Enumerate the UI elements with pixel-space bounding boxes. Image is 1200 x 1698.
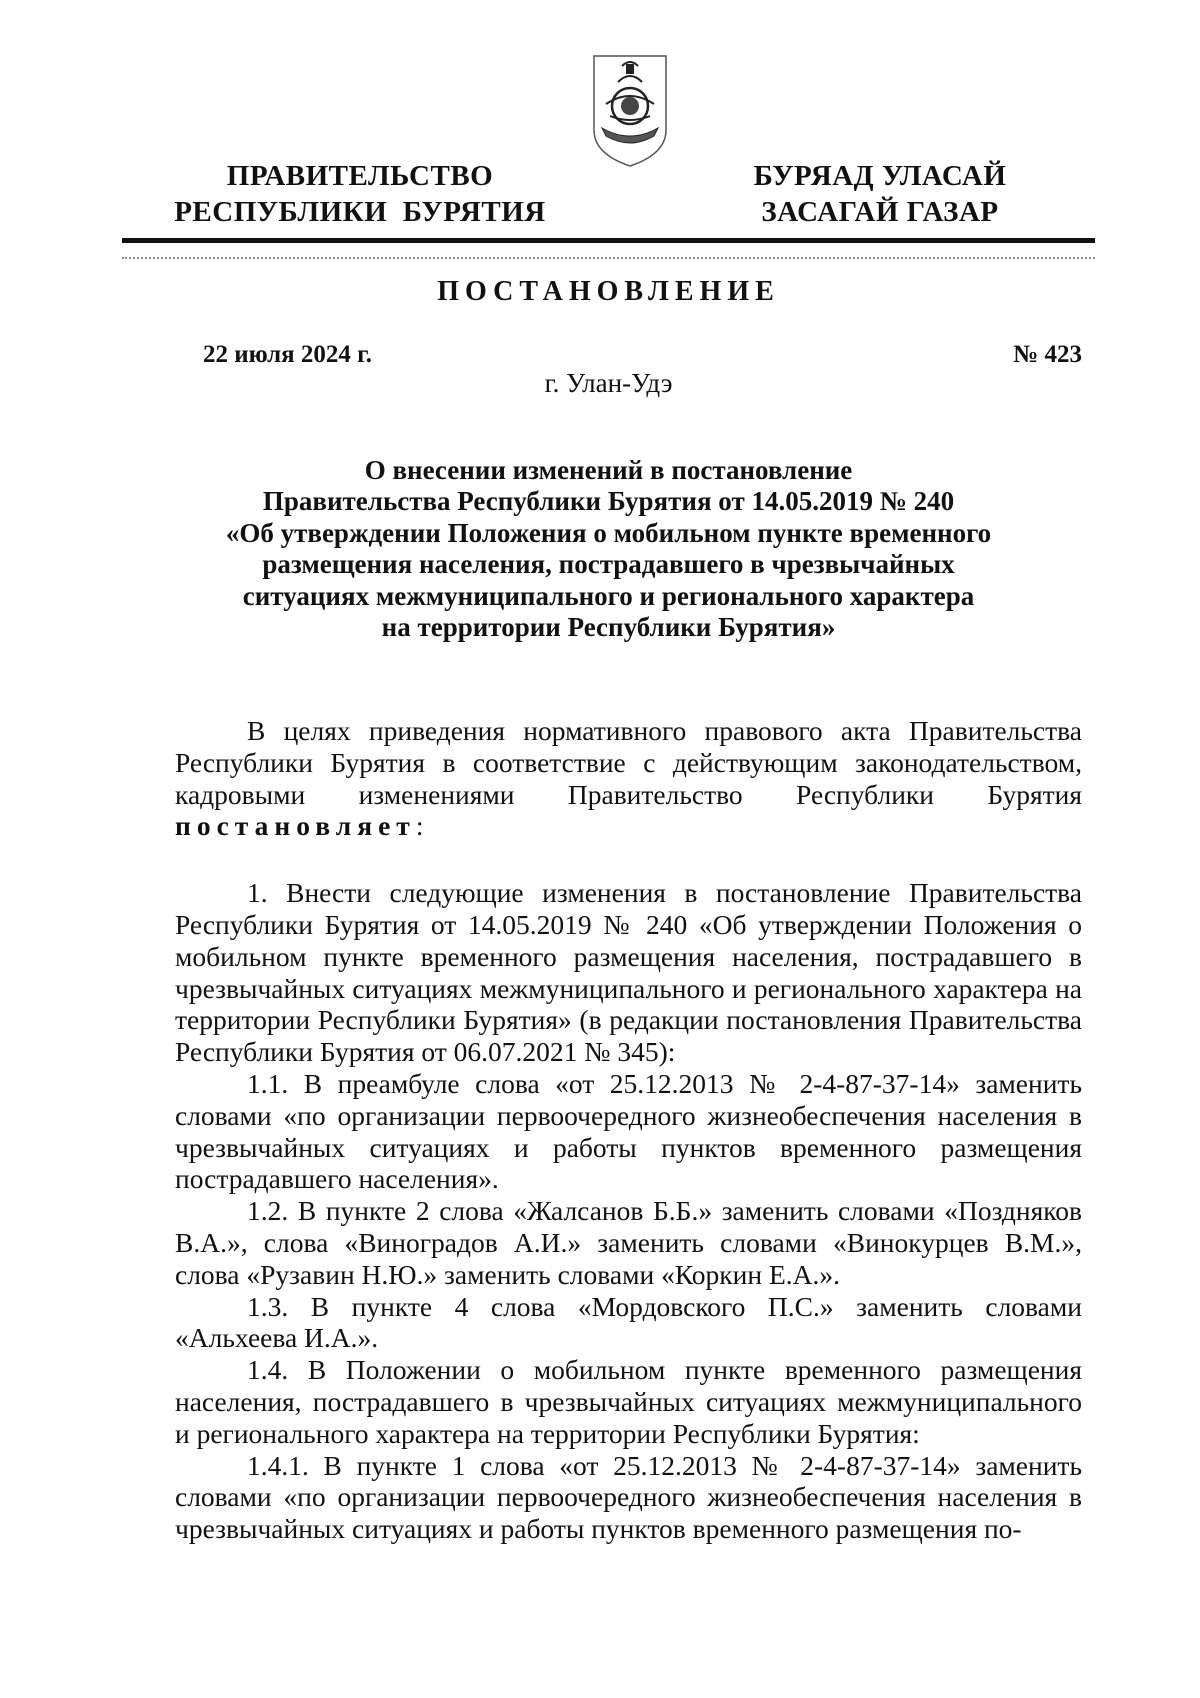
body-paragraph: 1. Внести следующие изменения в постановление Правительства Республики Бурятия от 14.05.2019 № 240 «Об утверждении Положения о мобильном пункте временного размещения населения, пострадавшего в чрезвычайных ситуациях межмуниципального и регионального характера на территории Республики Бурятия» (в редакции постановления Правительства Республики Бурятия от 06.07.2021 № 345): xyxy=(175,877,1082,1068)
header-right-line1: БУРЯАД УЛАСАЙ xyxy=(753,160,1007,192)
header-divider-thick xyxy=(122,238,1095,243)
document-date: 22 июля 2024 г. xyxy=(203,341,372,368)
header-divider-thin xyxy=(122,257,1095,259)
body-paragraph: 1.4.1. В пункте 1 слова «от 25.12.2013 № 2-4-87-37-14» заменить словами «по организации первоочередного жизнеобеспечения населения в чрезвычайных ситуациях и работы пунктов временного размещения по- xyxy=(175,1449,1082,1545)
document-number: № 423 xyxy=(1013,341,1082,368)
subject-line: Правительства Республики Бурятия от 14.05.2019 № 240 xyxy=(262,486,955,517)
subject-line: размещения населения, пострадавшего в чрезвычайных xyxy=(262,549,955,580)
body-paragraph: 1.1. В преамбуле слова «от 25.12.2013 № 2-4-87-37-14» заменить словами «по организации первоочередного жизнеобеспечения населения в чрезвычайных ситуациях и работы пунктов временного размещения пострадавшего населения». xyxy=(175,1067,1082,1195)
body-paragraph: 1.2. В пункте 2 слова «Жалсанов Б.Б.» заменить словами «Поздняков В.А.», слова «Виноградов А.И.» заменить словами «Винокурцев В.М.», слова «Рузавин Н.Ю.» заменить словами «Коркин Е.А.». xyxy=(175,1195,1082,1290)
header-right-line2: ЗАСАГАЙ ГАЗАР xyxy=(761,196,999,228)
preamble-text: В целях приведения нормативного правового акта Правительства Республики Бурятия в соответствие с действующим законодательством, кадровыми изменениями Правительство Республики Бурятия xyxy=(175,715,1082,810)
body-paragraph: 1.3. В пункте 4 слова «Мордовского П.С.» заменить словами «Альхеева И.А.». xyxy=(175,1290,1082,1354)
header-left-line1: ПРАВИТЕЛЬСТВО xyxy=(226,160,494,192)
preamble-end: : xyxy=(415,810,424,842)
subject-line: на территории Республики Бурятия» xyxy=(381,612,836,643)
header-right-block xyxy=(690,158,1070,230)
header-left-block xyxy=(150,158,570,230)
document-city: г. Улан-Удэ xyxy=(544,368,673,398)
preamble-keyword: постановляет xyxy=(175,810,416,842)
document-title: ПОСТАНОВЛЕНИЕ xyxy=(437,276,780,307)
body-paragraph: 1.4. В Положении о мобильном пункте временного размещения населения, пострадавшего в чрезвычайных ситуациях межмуниципального и регионального характера на территории Республики Бурятия: xyxy=(175,1354,1082,1449)
subject-line: ситуациях межмуниципального и регионального характера xyxy=(242,580,975,611)
subject-line: «Об утверждении Положения о мобильном пункте временного xyxy=(225,517,992,548)
subject-line: О внесении изменений в постановление xyxy=(364,455,853,485)
coat-of-arms-emblem xyxy=(588,52,672,172)
document-body xyxy=(175,715,1082,1545)
header-left-line2: РЕСПУБЛИКИ БУРЯТИЯ xyxy=(174,196,546,228)
document-subject xyxy=(122,455,1095,643)
preamble-paragraph xyxy=(175,715,1082,842)
